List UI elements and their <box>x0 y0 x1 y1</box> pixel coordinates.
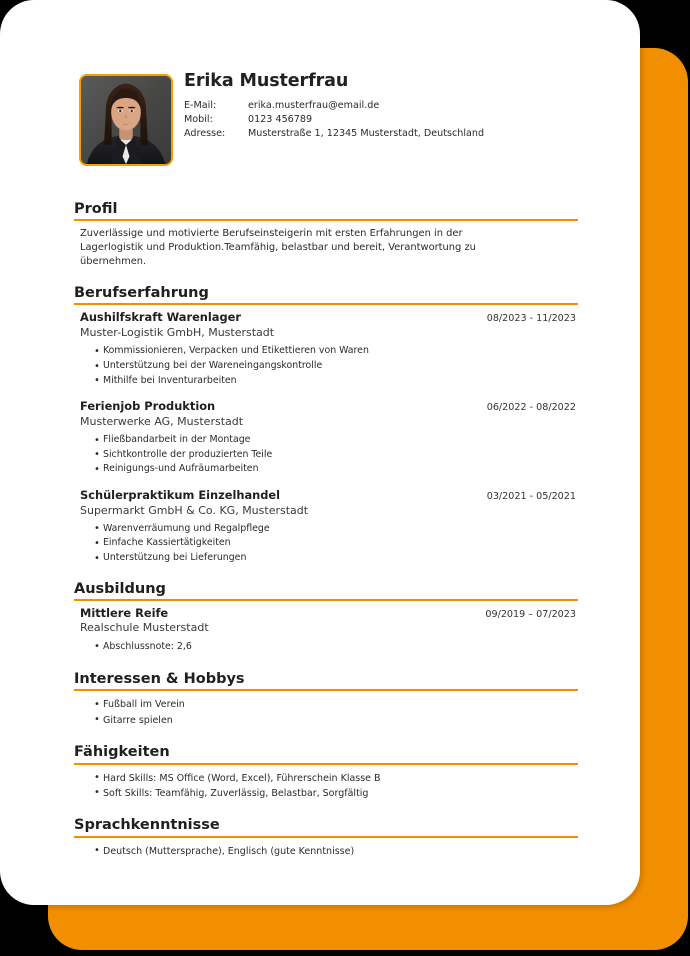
education-entry-head <box>80 607 578 621</box>
skill-item: • Soft Skills: Teamfähig, Zuverlässig, Belastbar, Sorgfältig <box>94 786 578 801</box>
experience-date: 03/2021 - 05/2021 <box>486 490 576 502</box>
section-rule-faehigkeiten <box>74 763 578 765</box>
section-sprachkenntnisse <box>74 816 578 859</box>
section-rule-hobbys <box>74 689 578 691</box>
experience-bullet: • Kommissionieren, Verpacken und Etikettieren von Waren <box>94 344 578 359</box>
section-title-profil: Profil <box>74 201 118 217</box>
hobbys-list <box>80 697 578 728</box>
experience-organization: Supermarkt GmbH & Co. KG, Musterstadt <box>80 503 309 517</box>
section-title-berufserfahrung: Berufserfahrung <box>74 285 209 302</box>
education-degree: Mittlere Reife <box>80 605 169 620</box>
identity-block <box>184 72 578 142</box>
experience-date: 08/2023 - 11/2023 <box>486 313 576 325</box>
section-body-hobbys <box>74 697 578 728</box>
experience-bullet: • Unterstützung bei der Wareneingangskontrolle <box>94 359 578 374</box>
experience-role: Ferienjob Produktion <box>80 399 216 414</box>
section-berufserfahrung <box>74 284 578 565</box>
experience-entry-head <box>80 400 578 414</box>
section-ausbildung <box>74 580 578 655</box>
section-profil <box>74 200 578 269</box>
section-rule-ausbildung <box>74 599 578 601</box>
resume-header <box>74 71 578 184</box>
experience-organization: Muster-Logistik GmbH, Musterstadt <box>80 326 275 340</box>
contact-details <box>184 100 484 142</box>
education-bullet-list <box>80 640 578 655</box>
contact-label-address: Adresse: <box>184 128 226 140</box>
faehigkeiten-list <box>80 771 578 802</box>
section-rule-berufserfahrung <box>74 303 578 305</box>
experience-bullet-list <box>80 433 578 477</box>
education-entry <box>80 607 578 655</box>
section-faehigkeiten <box>74 743 578 801</box>
profile-summary-text: Zuverlässige und motivierte Berufseinsteigerin mit ersten Erfahrungen in der Lagerlogistik und Produktion.Teamfähig, belastbar und bereit, Verantwortung zu übernehmen. <box>80 228 476 268</box>
experience-bullet: • Sichtkontrolle der produzierten Teile <box>94 448 578 463</box>
contact-row-email <box>184 100 484 114</box>
contact-value-address: Musterstraße 1, 12345 Musterstadt, Deutschland <box>248 128 485 140</box>
contact-row-address <box>184 128 484 142</box>
sprachkenntnisse-list <box>80 844 578 859</box>
section-title-hobbys: Interessen & Hobbys <box>74 671 245 688</box>
person-name: Erika Musterfrau <box>184 71 349 91</box>
contact-label-email: E-Mail: <box>184 100 217 112</box>
experience-bullet: • Fließbandarbeit in der Montage <box>94 433 578 448</box>
section-body-berufserfahrung <box>74 311 578 565</box>
experience-date: 06/2022 - 08/2022 <box>486 402 576 414</box>
experience-bullet-list <box>80 522 578 566</box>
skill-item: • Hard Skills: MS Office (Word, Excel), Führerschein Klasse B <box>94 771 578 786</box>
experience-entry <box>80 400 578 477</box>
section-body-profil <box>74 227 578 269</box>
experience-entry <box>80 489 578 566</box>
hobby-item: • Gitarre spielen <box>94 713 578 728</box>
education-date: 09/2019 – 07/2023 <box>485 608 576 620</box>
experience-bullet: • Mithilfe bei Inventurarbeiten <box>94 374 578 389</box>
experience-bullet: • Unterstützung bei Lieferungen <box>94 551 578 566</box>
section-rule-profil <box>74 219 578 221</box>
section-hobbys <box>74 670 578 728</box>
experience-entry-head <box>80 489 578 503</box>
section-title-ausbildung: Ausbildung <box>74 580 166 597</box>
contact-row-mobile <box>184 114 484 128</box>
experience-role: Schülerpraktikum Einzelhandel <box>80 487 281 502</box>
contact-label-mobile: Mobil: <box>184 114 213 126</box>
contact-value-mobile: 0123 456789 <box>248 114 313 126</box>
education-bullet: • Abschlussnote: 2,6 <box>94 640 578 655</box>
section-body-faehigkeiten <box>74 771 578 802</box>
education-school: Realschule Musterstadt <box>80 621 209 635</box>
section-title-sprachkenntnisse: Sprachkenntnisse <box>74 817 220 834</box>
contact-value-email: erika.musterfrau@email.de <box>248 100 380 112</box>
section-body-ausbildung <box>74 607 578 655</box>
experience-bullet: • Einfache Kassiertätigkeiten <box>94 536 578 551</box>
hobby-item: • Fußball im Verein <box>94 697 578 712</box>
section-rule-sprachkenntnisse <box>74 836 578 838</box>
experience-bullet-list <box>80 344 578 388</box>
profile-photo <box>79 74 173 166</box>
resume-content <box>74 0 578 859</box>
section-body-sprachkenntnisse <box>74 844 578 859</box>
experience-bullet: • Warenverräumung und Regalpflege <box>94 522 578 537</box>
experience-role: Aushilfskraft Warenlager <box>80 310 241 325</box>
section-title-faehigkeiten: Fähigkeiten <box>74 744 170 761</box>
experience-entry-head <box>80 311 578 325</box>
experience-entry <box>80 311 578 388</box>
language-item: • Deutsch (Muttersprache), Englisch (gute Kenntnisse) <box>94 844 578 859</box>
experience-organization: Musterwerke AG, Musterstadt <box>80 414 244 428</box>
experience-bullet: • Reinigungs-und Aufräumarbeiten <box>94 462 578 477</box>
